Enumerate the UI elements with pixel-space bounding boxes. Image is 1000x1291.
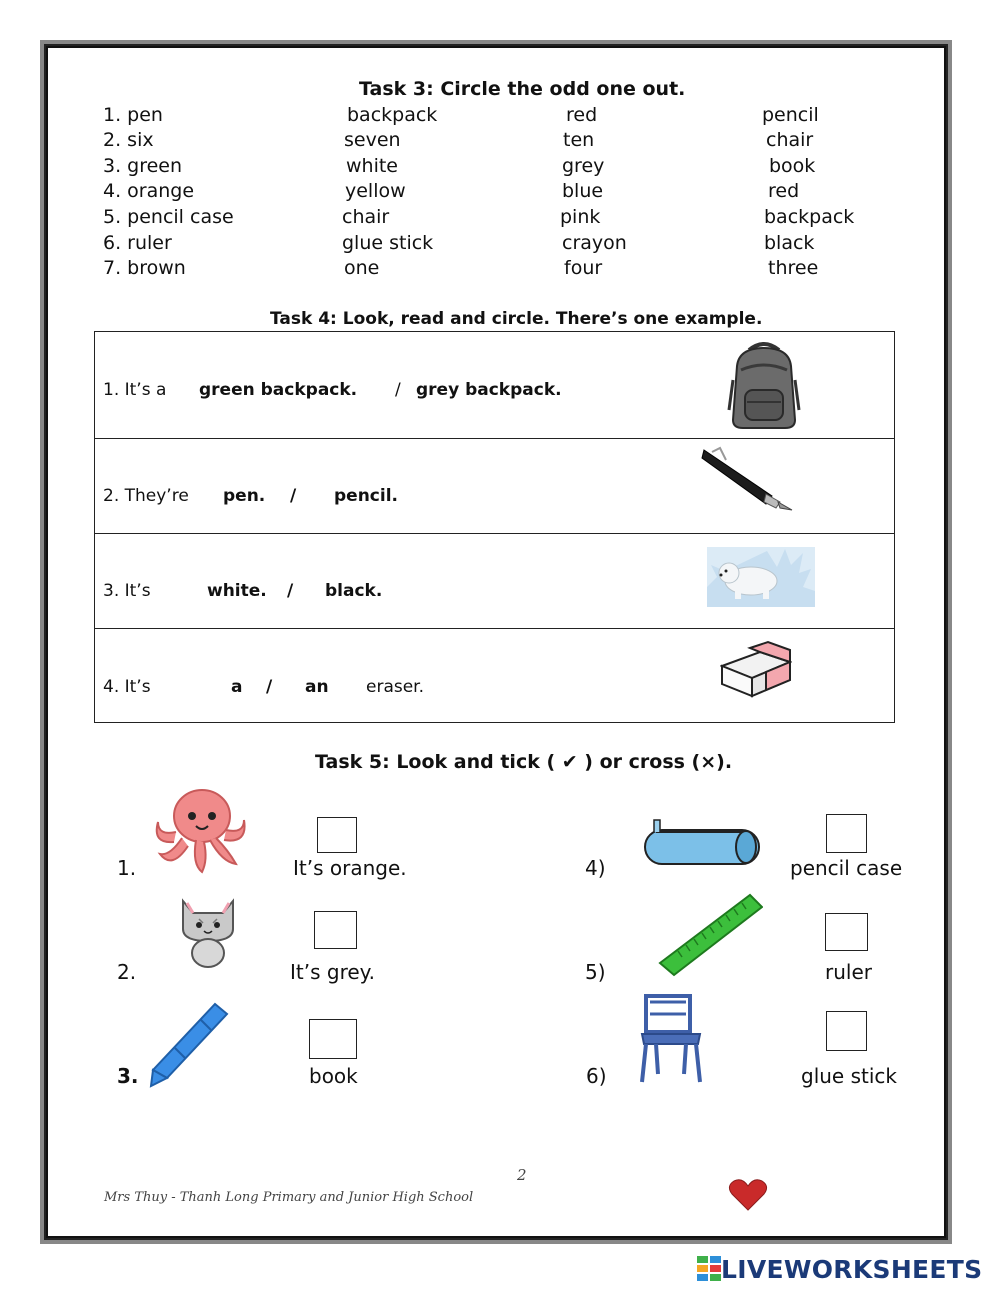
task3-word[interactable]: grey <box>562 155 605 177</box>
row-divider <box>95 438 894 439</box>
row-divider <box>95 533 894 534</box>
task3-word[interactable]: 4. orange <box>103 180 195 202</box>
task5-text: pencil case <box>790 856 903 880</box>
cat-icon <box>173 893 243 968</box>
task3-word[interactable]: white <box>346 155 398 177</box>
task4-suffix: eraser. <box>366 677 425 697</box>
task4-separator: / <box>290 486 297 506</box>
octopus-icon <box>152 784 247 874</box>
task3-word[interactable]: seven <box>344 129 401 151</box>
task3-word[interactable]: backpack <box>764 206 855 228</box>
task3-word[interactable]: book <box>769 155 816 177</box>
task4-separator: / <box>287 581 294 601</box>
task3-word[interactable]: pencil <box>762 104 819 126</box>
task3-word[interactable]: 2. six <box>103 129 154 151</box>
blue-crayon-icon <box>145 1000 230 1088</box>
task3-word[interactable]: one <box>344 257 380 279</box>
answer-box[interactable] <box>314 911 357 949</box>
blue-chair-icon <box>638 992 704 1084</box>
pen-icon <box>700 444 795 514</box>
task5-text: ruler <box>825 960 872 984</box>
task3-word[interactable]: four <box>564 257 603 279</box>
liveworksheets-logo[interactable] <box>697 1254 982 1284</box>
page-number: 2 <box>517 1166 527 1184</box>
task4-option[interactable]: white. <box>207 581 267 601</box>
answer-box[interactable] <box>309 1019 357 1059</box>
task4-option[interactable]: a <box>231 677 243 697</box>
task5-number: 2. <box>117 960 137 984</box>
task3-word[interactable]: crayon <box>562 232 627 254</box>
task4-prefix: 2. They’re <box>103 486 189 506</box>
answer-box[interactable] <box>826 814 867 853</box>
task5-text: It’s grey. <box>290 960 375 984</box>
task3-word[interactable]: red <box>566 104 598 126</box>
answer-box[interactable] <box>317 817 357 853</box>
answer-box[interactable] <box>825 913 868 951</box>
task4-separator: / <box>266 677 273 697</box>
answer-box[interactable] <box>826 1011 867 1051</box>
task3-word[interactable]: glue stick <box>342 232 434 254</box>
task4-option[interactable]: an <box>305 677 329 697</box>
task3-word[interactable]: pink <box>560 206 601 228</box>
task4-option[interactable]: grey backpack. <box>416 380 562 400</box>
task3-word[interactable]: backpack <box>347 104 438 126</box>
task3-word[interactable]: 6. ruler <box>103 232 172 254</box>
task4-title: Task 4: Look, read and circle. There’s one example. <box>270 309 763 329</box>
task5-title: Task 5: Look and tick ( ✔ ) or cross (×). <box>315 751 733 773</box>
task5-number: 5) <box>585 960 606 984</box>
task4-option[interactable]: pen. <box>223 486 266 506</box>
task3-word[interactable]: 3. green <box>103 155 183 177</box>
task4-option[interactable]: pencil. <box>334 486 398 506</box>
task4-separator: / <box>395 380 401 400</box>
task4-prefix: 4. It’s <box>103 677 151 697</box>
task5-number: 3. <box>117 1064 139 1088</box>
task3-word[interactable]: red <box>768 180 800 202</box>
task3-word[interactable]: three <box>768 257 819 279</box>
task3-word[interactable]: 7. brown <box>103 257 186 279</box>
task3-word[interactable]: 5. pencil case <box>103 206 234 228</box>
task3-word[interactable]: chair <box>342 206 390 228</box>
polar-bear-icon <box>707 547 815 607</box>
task3-word[interactable]: blue <box>562 180 604 202</box>
task4-option[interactable]: black. <box>325 581 383 601</box>
task4-option[interactable]: green backpack. <box>199 380 358 400</box>
task5-text: It’s orange. <box>293 856 407 880</box>
eraser-icon <box>720 638 792 698</box>
task3-word[interactable]: black <box>764 232 815 254</box>
task5-text: glue stick <box>801 1064 897 1088</box>
heart-icon <box>728 1178 768 1212</box>
task3-word[interactable]: yellow <box>345 180 406 202</box>
task3-word[interactable]: chair <box>766 129 814 151</box>
footer-credit: Mrs Thuy - Thanh Long Primary and Junior High School <box>104 1190 474 1205</box>
pencil-case-icon <box>642 816 762 866</box>
task5-number: 4) <box>585 856 606 880</box>
task4-prefix: 1. It’s a <box>103 380 167 400</box>
task3-title: Task 3: Circle the odd one out. <box>359 78 686 100</box>
row-divider <box>95 628 894 629</box>
task5-number: 1. <box>117 856 137 880</box>
task4-prefix: 3. It’s <box>103 581 151 601</box>
task3-word[interactable]: ten <box>563 129 595 151</box>
backpack-icon <box>727 340 802 430</box>
task5-number: 6) <box>586 1064 607 1088</box>
logo-text: LIVEWORKSHEETS <box>721 1254 983 1284</box>
green-ruler-icon <box>658 893 763 978</box>
logo-icon <box>697 1256 721 1282</box>
task5-text: book <box>309 1064 358 1088</box>
task3-word[interactable]: 1. pen <box>103 104 163 126</box>
